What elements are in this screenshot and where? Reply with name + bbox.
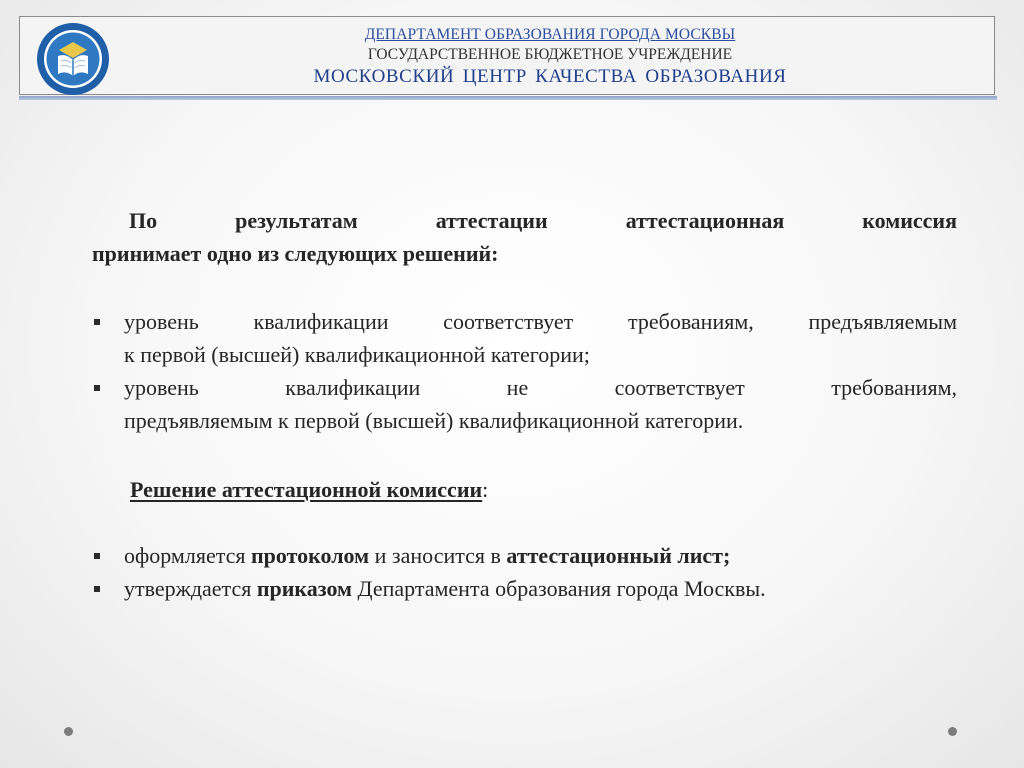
header-divider <box>19 96 997 100</box>
list-item: утверждается приказом Департамента образования города Москвы. <box>92 572 957 605</box>
organization-name <box>116 25 984 89</box>
intro-paragraph <box>92 204 957 270</box>
list-item: уровень квалификации соответствует требованиям, предъявляемым к первой (высшей) квалификационной категории; <box>92 305 957 371</box>
actions-list <box>92 539 957 605</box>
intro-line-2: принимает одно из следующих решений: <box>92 241 499 266</box>
institution-type: ГОСУДАРСТВЕННОЕ БЮДЖЕТНОЕ УЧРЕЖДЕНИЕ <box>367 46 733 63</box>
corner-dot-left <box>64 727 73 736</box>
institution-name: МОСКОВСКИЙ ЦЕНТР КАЧЕСТВА ОБРАЗОВАНИЯ <box>313 66 787 87</box>
intro-line-1: По результатам аттестации аттестационная комиссия <box>129 208 957 233</box>
bullet-icon <box>94 553 100 559</box>
outcomes-list <box>92 305 957 437</box>
decision-heading: Решение аттестационной комиссии: <box>130 477 489 502</box>
list-item: уровень квалификации не соответствует требованиям, предъявляемым к первой (высшей) квалификационной категории. <box>92 371 957 437</box>
bullet-icon <box>94 586 100 592</box>
bullet-icon <box>94 385 100 391</box>
header-banner <box>19 16 995 95</box>
slide-body <box>92 204 957 605</box>
list-item: оформляется протоколом и заносится в аттестационный лист; <box>92 539 957 572</box>
bullet-icon <box>94 319 100 325</box>
corner-dot-right <box>948 727 957 736</box>
department-link[interactable]: ДЕПАРТАМЕНТ ОБРАЗОВАНИЯ ГОРОДА МОСКВЫ <box>364 26 736 43</box>
mcko-emblem-icon <box>36 22 110 96</box>
